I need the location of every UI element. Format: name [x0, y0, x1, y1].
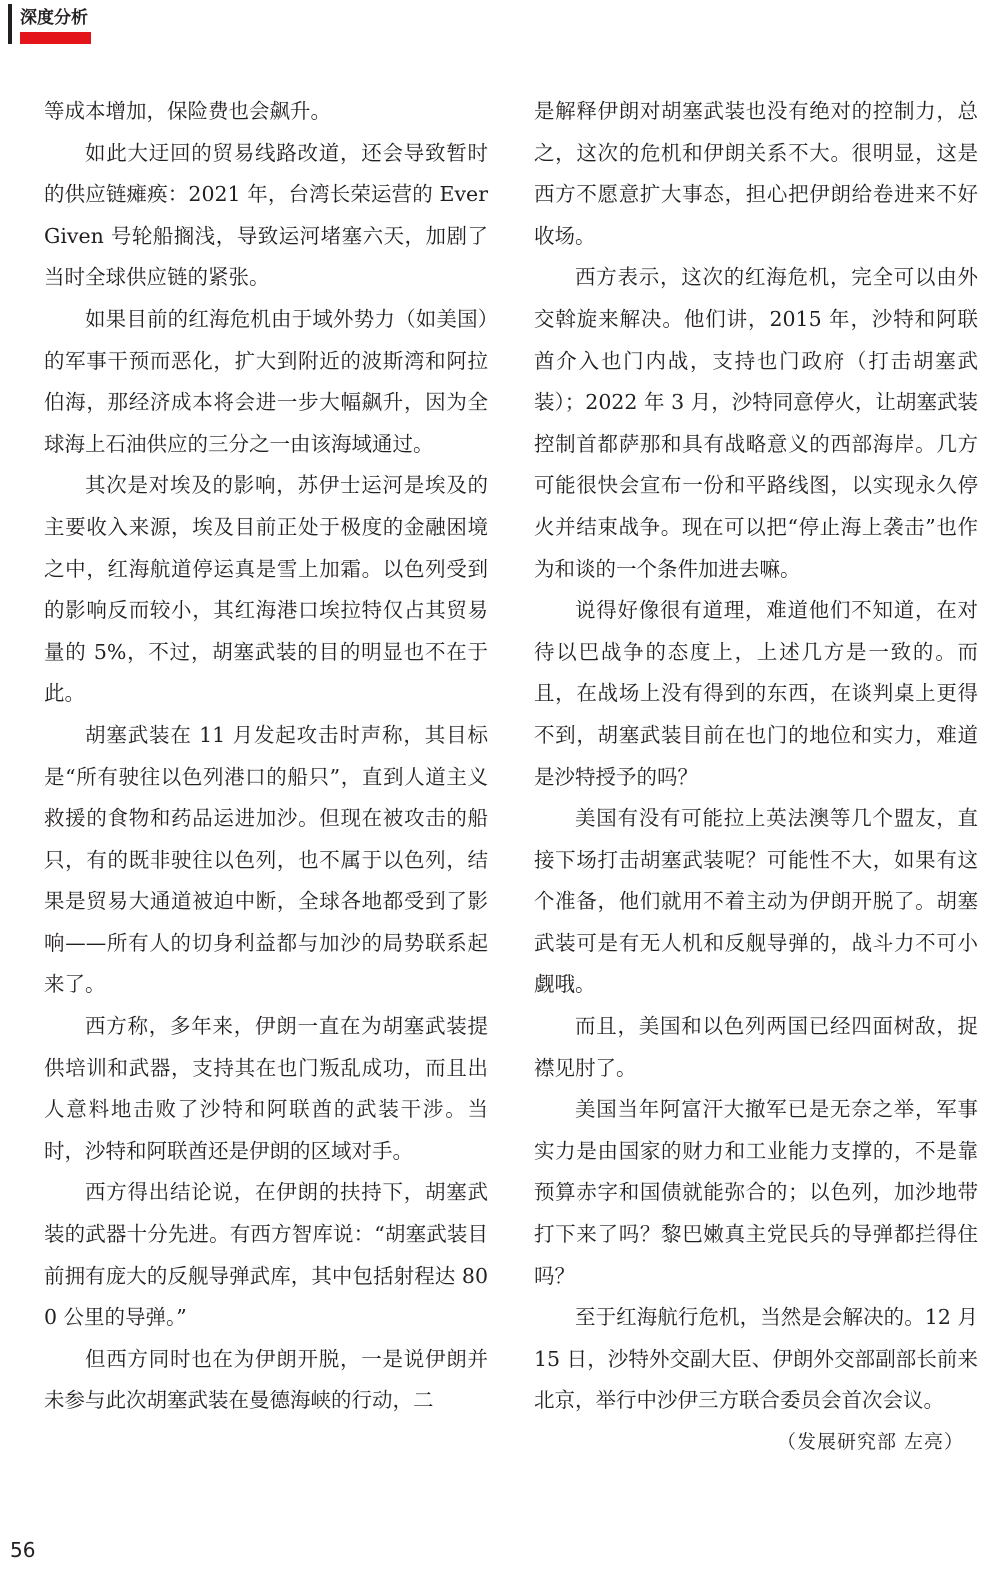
left-column [44, 91, 488, 1422]
header-accent-bar [20, 32, 91, 44]
paragraph: 西方表示，这次的红海危机，完全可以由外交斡旋来解决。他们讲，2015 年，沙特和阿联酋介入也门内战，支持也门政府（打击胡塞武装）；2022 年 3 月，沙特同意停火，让胡塞武装控制首都萨那和具有战略意义的西部海岸。几方可能很快会宣布一份和平路线图，以实现永久停火并结束战争。现在可以把“停止海上袭击”也作为和谈的一个条件加进去嘛。 [534, 265, 978, 581]
paragraph: 胡塞武装在 11 月发起攻击时声称，其目标是“所有驶往以色列港口的船只”，直到人道主义救援的食物和药品运进加沙。但现在被攻击的船只，有的既非驶往以色列，也不属于以色列，结果是贸易大通道被迫中断，全球各地都受到了影响——所有人的切身利益都与加沙的局势联系起来了。 [44, 722, 488, 997]
header-vertical-bar [8, 4, 12, 44]
paragraph-text: 至于红海航行危机，当然是会解决的。12 月 15 日，沙特外交副大臣、伊朗外交部副部长前来北京，举行中沙伊三方联合委员会首次会议。 [534, 1305, 978, 1413]
paragraph: 西方称，多年来，伊朗一直在为胡塞武装提供培训和武器，支持其在也门叛乱成功，而且出人意料地击败了沙特和阿联酋的武装干涉。当时，沙特和阿联酋还是伊朗的区域对手。 [44, 1014, 488, 1163]
paragraph: 西方得出结论说，在伊朗的扶持下，胡塞武装的武器十分先进。有西方智库说：“胡塞武装目前拥有庞大的反舰导弹武库，其中包括射程达 800 公里的导弹。” [44, 1180, 488, 1330]
paragraph: 但西方同时也在为伊朗开脱，一是说伊朗并未参与此次胡塞武装在曼德海峡的行动，二 [44, 1346, 488, 1413]
final-paragraph [534, 1297, 978, 1453]
paragraph: 如果目前的红海危机由于域外势力（如美国）的军事干预而恶化，扩大到附近的波斯湾和阿拉伯海，那经济成本将会进一步大幅飙升，因为全球海上石油供应的三分之一由该海域通过。 [44, 306, 488, 456]
right-column [534, 91, 978, 1464]
page-number: 56 [10, 1538, 36, 1562]
paragraph: 说得好像很有道理，难道他们不知道，在对待以巴战争的态度上，上述几方是一致的。而且，在战场上没有得到的东西，在谈判桌上更得不到，胡塞武装目前在也门的地位和实力，难道是沙特授予的吗？ [534, 598, 978, 789]
section-title: 深度分析 [20, 8, 88, 28]
paragraph: 美国当年阿富汗大撤军已是无奈之举，军事实力是由国家的财力和工业能力支撑的，不是靠预算赤字和国债就能弥合的；以色列，加沙地带打下来了吗？黎巴嫩真主党民兵的导弹都拦得住吗？ [534, 1097, 978, 1288]
section-header [0, 0, 100, 50]
paragraph: 等成本增加，保险费也会飙升。 [44, 99, 331, 123]
paragraph: 是解释伊朗对胡塞武装也没有绝对的控制力，总之，这次的危机和伊朗关系不大。很明显，这是西方不愿意扩大事态，担心把伊朗给卷进来不好收场。 [534, 99, 978, 248]
paragraph: 而且，美国和以色列两国已经四面树敌，捉襟见肘了。 [534, 1014, 978, 1080]
paragraph: 如此大迂回的贸易线路改道，还会导致暂时的供应链瘫痪：2021 年，台湾长荣运营的 Ever Given 号轮船搁浅，导致运河堵塞六天，加剧了当时全球供应链的紧张。 [44, 140, 488, 290]
paragraph: 美国有没有可能拉上英法澳等几个盟友，直接下场打击胡塞武装呢？可能性不大，如果有这个准备，他们就用不着主动为伊朗开脱了。胡塞武装可是有无人机和反舰导弹的，战斗力不可小觑哦。 [534, 806, 978, 997]
author-byline: （发展研究部 左亮） [776, 1431, 964, 1453]
paragraph: 其次是对埃及的影响，苏伊士运河是埃及的主要收入来源，埃及目前正处于极度的金融困境之中，红海航道停运真是雪上加霜。以色列受到的影响反而较小，其红海港口埃拉特仅占其贸易量的 5%，不过，胡塞武装的目的明显也不在于此。 [44, 473, 488, 706]
